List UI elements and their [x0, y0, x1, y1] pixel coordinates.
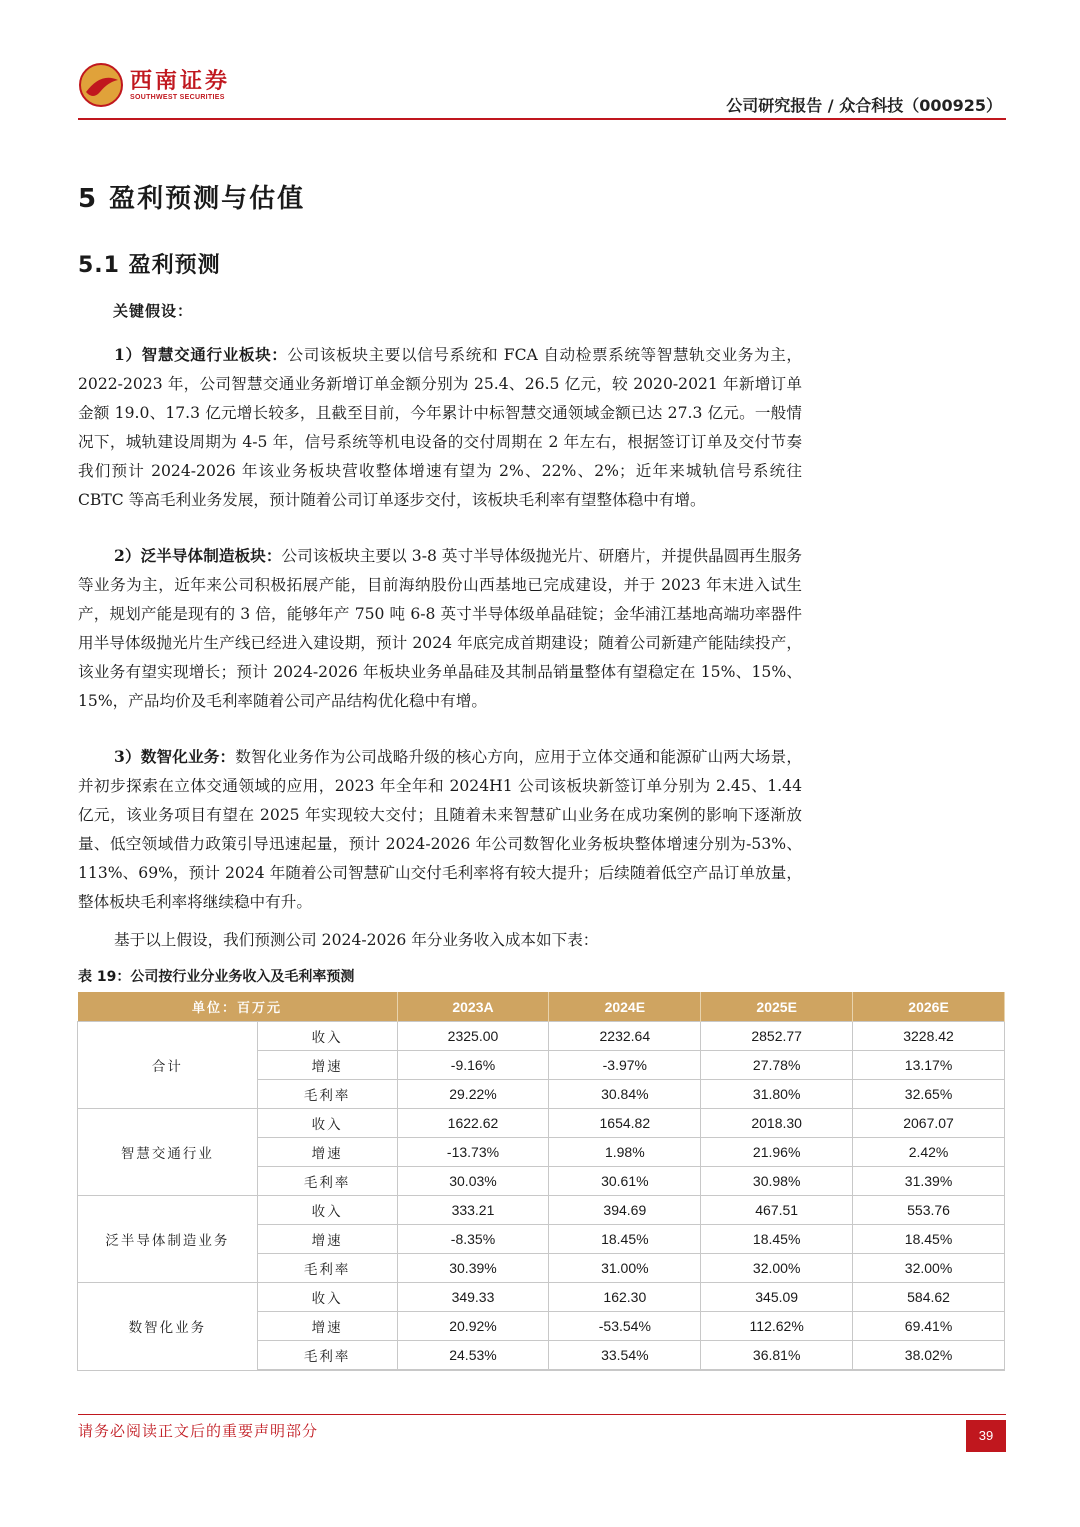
- paragraph-lead: 2）泛半导体制造板块：: [114, 546, 282, 565]
- segment-name-cell: 泛半导体制造业务: [78, 1196, 258, 1283]
- value-cell: 30.61%: [549, 1167, 701, 1196]
- footer-disclaimer: 请务必阅读正文后的重要声明部分: [78, 1422, 319, 1440]
- value-cell: 2.42%: [853, 1138, 1005, 1167]
- year-header: 2025E: [701, 992, 853, 1022]
- company-logo: [78, 62, 231, 112]
- subsection-heading: 5.1 盈利预测: [78, 253, 221, 278]
- paragraph-body: 公司该板块主要以信号系统和 FCA 自动检票系统等智慧轨交业务为主，2022-2023 年，公司智慧交通业务新增订单金额分别为 25.4、26.5 亿元，较 2020-2021 年新增订单金额 19.0、17.3 亿元增长较多，且截至目前，今年累计中标智慧交通领域金额已达 27.3 亿元。一般情况下，城轨建设周期为 4-5 年，信号系统等机电设备的交付周期在 2 年左右，根据签订订单及交付节奏我们预计 2024-2026 年该业务板块营收整体增速有望为 2%、22%、2%；近年来城轨信号系统往 CBTC 等高毛利业务发展，预计随着公司订单逐步交付，该板块毛利率有望整体稳中有增。: [78, 346, 802, 509]
- section-heading: 5 盈利预测与估值: [78, 184, 306, 214]
- value-cell: 33.54%: [549, 1341, 701, 1371]
- value-cell: 162.30: [549, 1283, 701, 1312]
- value-cell: 2018.30: [701, 1109, 853, 1138]
- value-cell: 69.41%: [853, 1312, 1005, 1341]
- value-cell: 2067.07: [853, 1109, 1005, 1138]
- paragraph-digital: [78, 742, 802, 917]
- metric-cell: 收入: [257, 1109, 397, 1138]
- value-cell: 32.00%: [701, 1254, 853, 1283]
- segment-name-cell: 合计: [78, 1022, 258, 1109]
- table-row: [78, 1196, 1005, 1225]
- value-cell: -9.16%: [397, 1051, 549, 1080]
- value-cell: 32.65%: [853, 1080, 1005, 1109]
- value-cell: 467.51: [701, 1196, 853, 1225]
- table-header-row: [78, 992, 1005, 1022]
- value-cell: 584.62: [853, 1283, 1005, 1312]
- paragraph-semiconductor: [78, 541, 802, 716]
- value-cell: 30.98%: [701, 1167, 853, 1196]
- value-cell: 21.96%: [701, 1138, 853, 1167]
- page-header: [0, 0, 1080, 130]
- table-caption: 表 19：公司按行业分业务收入及毛利率预测: [78, 969, 355, 985]
- segment-name-cell: 智慧交通行业: [78, 1109, 258, 1196]
- value-cell: 20.92%: [397, 1312, 549, 1341]
- metric-cell: 增速: [257, 1051, 397, 1080]
- logo-mark-icon: [78, 62, 124, 108]
- value-cell: 31.39%: [853, 1167, 1005, 1196]
- value-cell: 31.80%: [701, 1080, 853, 1109]
- footer-divider: [78, 1414, 1006, 1415]
- value-cell: 394.69: [549, 1196, 701, 1225]
- year-header: 2026E: [853, 992, 1005, 1022]
- metric-cell: 毛利率: [257, 1341, 397, 1371]
- segment-name-cell: 数智化业务: [78, 1283, 258, 1371]
- metric-cell: 增速: [257, 1225, 397, 1254]
- value-cell: 29.22%: [397, 1080, 549, 1109]
- value-cell: 36.81%: [701, 1341, 853, 1371]
- value-cell: 18.45%: [853, 1225, 1005, 1254]
- value-cell: 31.00%: [549, 1254, 701, 1283]
- year-header: 2024E: [549, 992, 701, 1022]
- metric-cell: 毛利率: [257, 1167, 397, 1196]
- value-cell: -3.97%: [549, 1051, 701, 1080]
- metric-cell: 增速: [257, 1312, 397, 1341]
- header-divider: [78, 118, 1006, 120]
- paragraph-body: 公司该板块主要以 3-8 英寸半导体级抛光片、研磨片，并提供晶圆再生服务等业务为主，近年来公司积极拓展产能，目前海纳股份山西基地已完成建设，并于 2023 年末进入试生产，规划产能是现有的 3 倍，能够年产 750 吨 6-8 英寸半导体级单晶硅锭；金华浦江基地高端功率器件用半导体级抛光片生产线已经进入建设期，预计 2024 年底完成首期建设；随着公司新建产能陆续投产，该业务有望实现增长；预计 2024-2026 年板块业务单晶硅及其制品销量整体有望稳定在 15%、15%、15%，产品均价及毛利率随着公司产品结构优化稳中有增。: [78, 547, 802, 710]
- paragraph-body: 数智化业务作为公司战略升级的核心方向，应用于立体交通和能源矿山两大场景，并初步探索在立体交通领域的应用，2023 年全年和 2024H1 公司该板块新签订单分别为 2.45、1.44 亿元，该业务项目有望在 2025 年实现较大交付；且随着未来智慧矿山业务在成功案例的影响下逐渐放量、低空领域借力政策引导迅速起量，预计 2024-2026 年公司数智化业务板块整体增速分别为-53%、113%、69%，预计 2024 年随着公司智慧矿山交付毛利率将有较大提升；后续随着低空产品订单放量，整体板块毛利率将继续稳中有升。: [78, 748, 802, 911]
- value-cell: 32.00%: [853, 1254, 1005, 1283]
- value-cell: 30.39%: [397, 1254, 549, 1283]
- value-cell: -13.73%: [397, 1138, 549, 1167]
- metric-cell: 收入: [257, 1283, 397, 1312]
- metric-cell: 增速: [257, 1138, 397, 1167]
- value-cell: 345.09: [701, 1283, 853, 1312]
- value-cell: 18.45%: [701, 1225, 853, 1254]
- metric-cell: 毛利率: [257, 1254, 397, 1283]
- table-row: [78, 1022, 1005, 1051]
- report-title: 公司研究报告 / 众合科技（000925）: [726, 96, 1002, 115]
- logo-text-cn: 西南证券: [130, 68, 231, 94]
- value-cell: 1654.82: [549, 1109, 701, 1138]
- logo-text-en: SOUTHWEST SECURITIES: [130, 94, 225, 101]
- metric-cell: 收入: [257, 1022, 397, 1051]
- value-cell: 3228.42: [853, 1022, 1005, 1051]
- value-cell: 349.33: [397, 1283, 549, 1312]
- value-cell: 24.53%: [397, 1341, 549, 1371]
- value-cell: 2852.77: [701, 1022, 853, 1051]
- value-cell: 1.98%: [549, 1138, 701, 1167]
- value-cell: 18.45%: [549, 1225, 701, 1254]
- table-row: [78, 1109, 1005, 1138]
- metric-cell: 收入: [257, 1196, 397, 1225]
- paragraph-lead: 1）智慧交通行业板块：: [114, 345, 288, 364]
- value-cell: 30.03%: [397, 1167, 549, 1196]
- key-assumptions-label: 关键假设：: [113, 302, 194, 320]
- unit-header: 单位：百万元: [78, 992, 398, 1022]
- value-cell: 333.21: [397, 1196, 549, 1225]
- paragraph-summary: 基于以上假设，我们预测公司 2024-2026 年分业务收入成本如下表：: [114, 931, 599, 949]
- value-cell: 2325.00: [397, 1022, 549, 1051]
- table-row: [78, 1283, 1005, 1312]
- metric-cell: 毛利率: [257, 1080, 397, 1109]
- value-cell: -53.54%: [549, 1312, 701, 1341]
- value-cell: 2232.64: [549, 1022, 701, 1051]
- forecast-table: [77, 992, 1005, 1371]
- table-body: [78, 1022, 1005, 1371]
- value-cell: 38.02%: [853, 1341, 1005, 1371]
- value-cell: 30.84%: [549, 1080, 701, 1109]
- value-cell: 13.17%: [853, 1051, 1005, 1080]
- paragraph-lead: 3）数智化业务：: [114, 747, 236, 766]
- year-header: 2023A: [397, 992, 549, 1022]
- value-cell: 27.78%: [701, 1051, 853, 1080]
- paragraph-smart-transport: [78, 340, 802, 515]
- value-cell: 553.76: [853, 1196, 1005, 1225]
- value-cell: 112.62%: [701, 1312, 853, 1341]
- value-cell: -8.35%: [397, 1225, 549, 1254]
- page-number: 39: [966, 1420, 1006, 1452]
- value-cell: 1622.62: [397, 1109, 549, 1138]
